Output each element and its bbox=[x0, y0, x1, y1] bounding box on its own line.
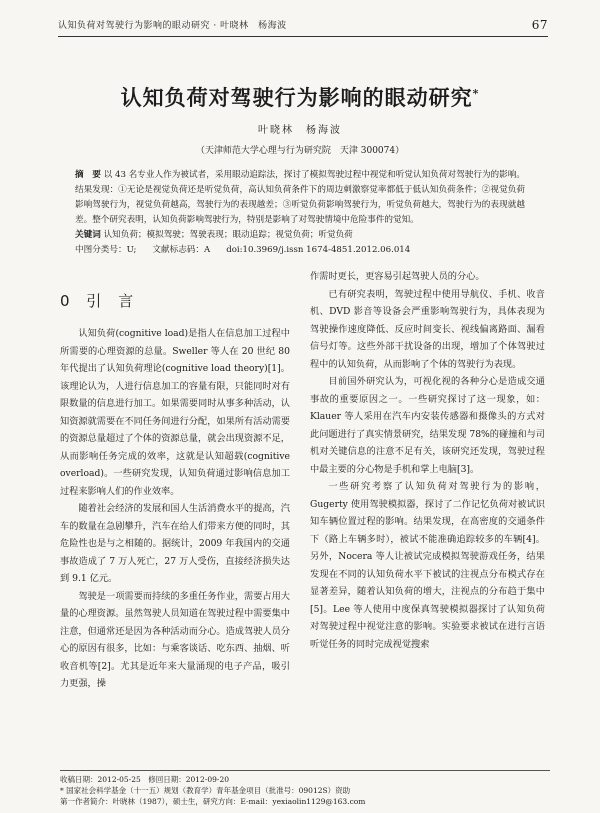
running-header bbox=[58, 18, 548, 37]
document-code: 文献标志码：A bbox=[152, 245, 211, 255]
article-title bbox=[0, 82, 600, 112]
keywords-text: 认知负荷；模拟驾驶；驾驶表现；眼动追踪；视觉负荷；听觉负荷 bbox=[103, 230, 353, 240]
paragraph: 已有研究表明，驾驶过程中使用导航仪、手机、收音机、DVD 影音等设备会严重影响驾驶行为，具体表现为驾驶操作速度降低、反应时间变长、视线偏离路面、漏看信号灯等。这些外部干扰设备的出现，增加了个体驾驶过程中的认知负荷，从而影响了个体的驾驶行为表现。 bbox=[310, 288, 545, 370]
right-column bbox=[310, 268, 545, 653]
keywords bbox=[75, 228, 525, 243]
keywords-label: 关键词 bbox=[75, 230, 101, 240]
title-footnote-mark: * bbox=[472, 87, 480, 100]
left-column bbox=[60, 325, 290, 693]
section-heading: 0 引 言 bbox=[60, 292, 140, 310]
abstract-label: 摘 要 bbox=[75, 170, 101, 180]
paragraph: 目前国外研究认为，可视化视的各种分心是造成交通事故的重要原因之一。一些研究探讨了这一现象，如：Klauer 等人采用在汽车内安装传感器和摄像头的方式对此问题进行了真实情景研究，结果发现 78%的碰撞和与司机对关键信息的注意不足有关，该研究还发现，驾驶过程中最主要的分心物是手机和掌上电脑[3]。 bbox=[310, 376, 545, 475]
abstract-text: 以 43 名专业人作为被试者，采用眼动追踪法，探讨了模拟驾驶过程中视觉和听觉认知负荷对驾驶行为的影响。结果发现：①无论是视觉负荷还是听觉负荷，高认知负荷条件下的周边刺激察觉率都低于低认知负荷条件；②视觉负荷影响驾驶行为，视觉负荷越高，驾驶行为的表现越差；③听觉负荷影响驾驶行为，听觉负荷越大，驾驶行为的表现就越差。整个研究表明，认知负荷影响驾驶行为，特别是影响了对驾驶情境中危险事件的觉知。 bbox=[75, 170, 525, 225]
abstract bbox=[75, 168, 525, 228]
paragraph: 驾驶是一项需要而持续的多重任务作业，需要占用大量的心理资源。虽然驾驶人员知道在驾驶过程中需要集中注意，但通常还是因为各种活动而分心。造成驾驶人员分心的原因有很多，比如：与乘客谈话、吃东西、抽烟、听收音机等[2]。尤其是近年来大量涌现的电子产品，吸引力更强，操 bbox=[60, 590, 290, 689]
paragraph: 随着社会经济的发展和国人生活消费水平的提高，汽车的数量在急剧攀升，汽车在给人们带来方便的同时，其危险性也是与之相随的。据统计，2009 年我国内的交通事故造成了 7 万人死亡，27 万人受伤，直接经济损失达到 9.1 亿元。 bbox=[60, 503, 290, 584]
paragraph: 作需时更长，更容易引起驾驶人员的分心。 bbox=[310, 271, 485, 282]
affiliation: （天津师范大学心理与行为研究院 天津 300074） bbox=[195, 146, 405, 156]
footnotes bbox=[60, 770, 550, 807]
doi: doi:10.3969/j.issn 1674-4851.2012.06.014 bbox=[226, 245, 411, 255]
footnote-dates: 收稿日期：2012-05-25 修回日期：2012-09-20 bbox=[60, 775, 229, 784]
footnote-funding: * 国家社会科学基金（十一五）规划（教育学）青年基金项目（批准号：09012S）资助 bbox=[60, 786, 351, 795]
authors: 叶晓林 杨海波 bbox=[258, 125, 342, 136]
abstract-block bbox=[75, 168, 525, 258]
title-text: 认知负荷对驾驶行为影响的眼动研究 bbox=[120, 85, 473, 110]
paragraph: 一些研究考察了认知负荷对驾驶行为的影响，Gugerty 使用驾驶模拟器，探讨了二作记忆负荷对被试识知车辆位置过程的影响。结果发现，在高密度的交通条件下（路上车辆多时），被试不能准确追踪较多的车辆[4]。另外，Nocera 等人让被试完成模拟驾驶游戏任务，结果发现在不同的认知负荷水平下被试的注视点分布模式存在显著差异，随着认知负荷的增大，注视点的分布趋于集中[5]。Lee 等人使用中度保真驾驶模拟器探讨了认知负荷对驾驶过程中视觉注意的影响。实验要求被试在进行言语听觉任务的同时完成视觉搜索 bbox=[310, 481, 545, 650]
clc-number: 中图分类号：U; bbox=[75, 245, 137, 255]
footnote-author: 第一作者简介：叶晓林（1987），硕士生，研究方向：E-mail：yexiaolin1129@163.com bbox=[60, 797, 366, 806]
page-number: 67 bbox=[531, 18, 548, 32]
running-head-text: 认知负荷对驾驶行为影响的眼动研究 · 叶晓林 杨海波 bbox=[58, 21, 287, 31]
classification-row bbox=[75, 243, 525, 258]
paragraph: 认知负荷(cognitive load)是指人在信息加工过程中所需要的心理资源的总量。Sweller 等人在 20 世纪 80 年代提出了认知负荷理论(cognitive load theory)[1]。该理论认为，人进行信息加工的容量有限，只能同时对有限数量的信息进行加工。如果需要同时从事多种活动，认知资源就需要在不同任务间进行分配，如果所有活动需要的资源总量超过了个体的资源总量，就会出现资源不足，从而影响任务完成的效率，这就是认知超载(cognitive overload)。一些研究发现，认知负荷通过影响信息加工过程来影响人们的作业效率。 bbox=[60, 328, 290, 497]
